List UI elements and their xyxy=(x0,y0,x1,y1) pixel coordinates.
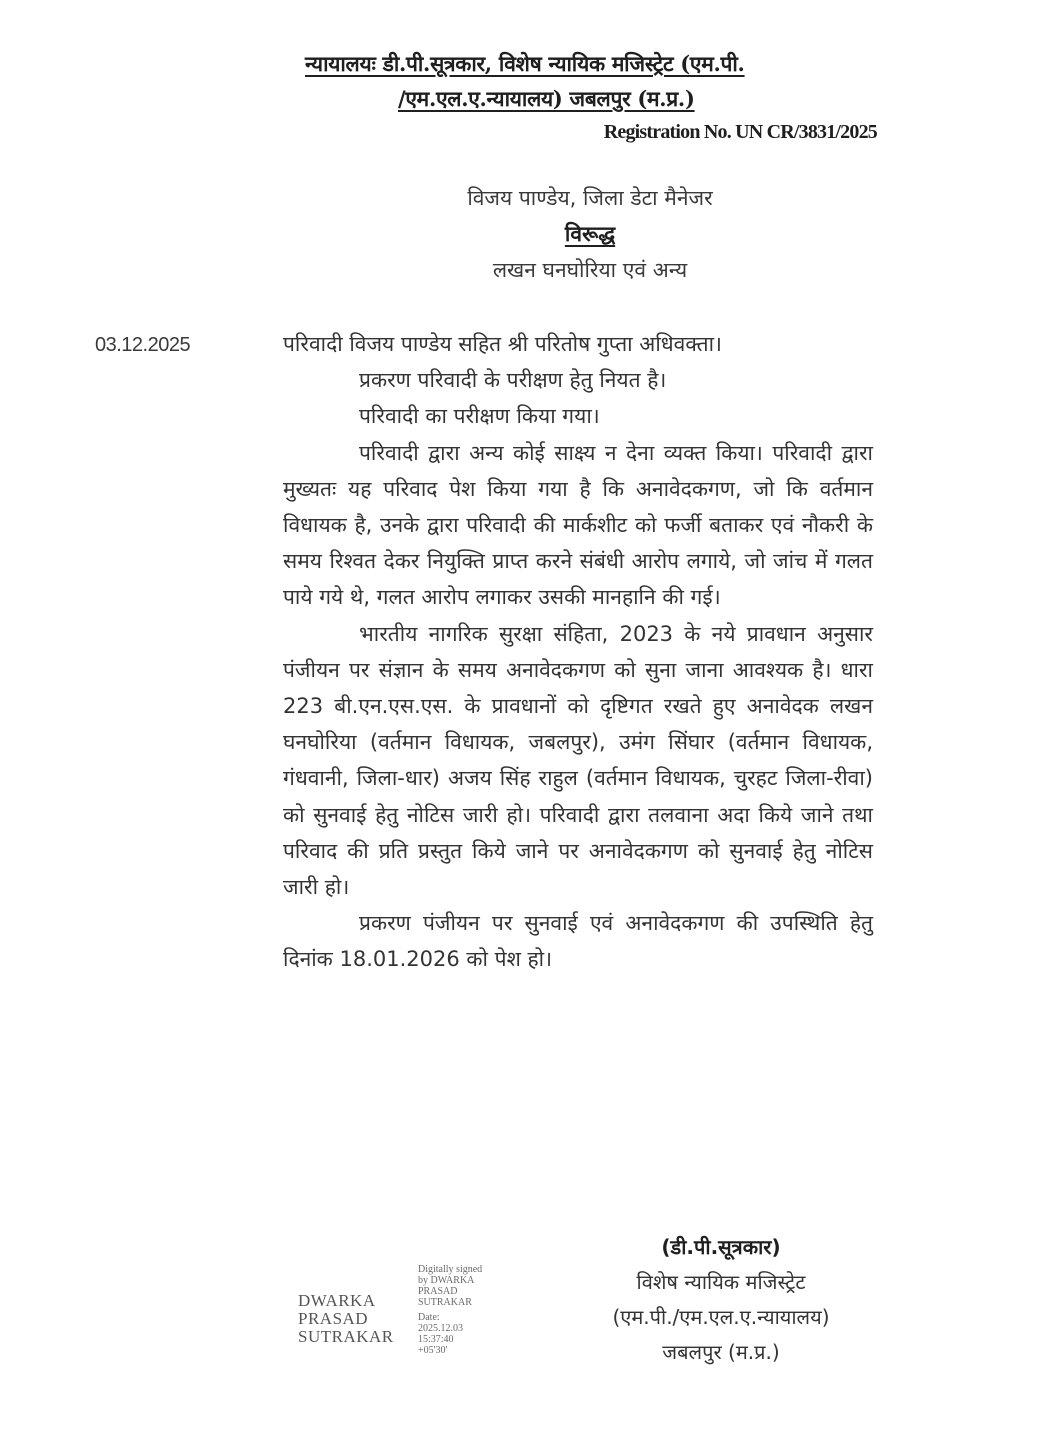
digital-signature-name-line: DWARKA xyxy=(298,1291,376,1310)
order-date: 03.12.2025 xyxy=(95,334,191,356)
judge-name: (डी.पी.सूत्रकार) xyxy=(661,1235,781,1259)
digital-signature-meta-line: SUTRAKAR xyxy=(418,1297,472,1308)
order-paragraph-next-date: प्रकरण पंजीयन पर सुनवाई एवं अनावेदकगण की उपस्थिति हेतु दिनांक 18.01.2026 को पेश हो। xyxy=(283,911,873,972)
judge-designation: विशेष न्यायिक मजिस्ट्रेट xyxy=(636,1270,806,1294)
digital-signature-meta xyxy=(418,1264,528,1356)
court-title-line-2: /एम.एल.ए.न्यायालय) जबलपुर (म.प्र.) xyxy=(398,86,695,111)
judge-signature-block xyxy=(566,1230,876,1370)
digital-signature-date-line: +05'30' xyxy=(418,1345,448,1356)
order-body xyxy=(283,326,873,978)
registration-number: Registration No. UN CR/3831/2025 xyxy=(603,121,877,143)
digital-signature-meta-line: by DWARKA xyxy=(418,1275,475,1286)
digital-signature-name-line: SUTRAKAR xyxy=(298,1327,394,1346)
order-paragraph-complaint: परिवादी द्वारा अन्य कोई साक्ष्य न देना व्यक्त किया। परिवादी द्वारा मुख्यतः यह परिवाद पेश किया गया है कि अनावेदकगण, जो कि वर्तमान विधायक है, उनके द्वारा परिवादी की मार्कशीट को फर्जी बताकर एवं नौकरी के समय रिश्वत देकर नियुक्ति प्राप्त करने संबंधी आरोप लगाये, जो जांच में गलत पाये गये थे, गलत आरोप लगाकर उसकी मानहानि की गई। xyxy=(283,440,873,610)
digital-signature-date-line: Date: xyxy=(418,1312,440,1323)
digital-signature-date-line: 2025.12.03 xyxy=(418,1323,463,1334)
respondents-name: लखन घनघोरिया एवं अन्य xyxy=(492,258,688,282)
digital-signature-date-line: 15:37:40 xyxy=(418,1334,454,1345)
order-paragraph-attendance: परिवादी विजय पाण्डेय सहित श्री परितोष गुप्ता अधिवक्ता। xyxy=(283,332,722,356)
digital-signature-meta-line: Digitally signed xyxy=(418,1264,483,1275)
complainant-name: विजय पाण्डेय, जिला डेटा मैनेजर xyxy=(467,186,713,210)
digital-signature-name-line: PRASAD xyxy=(298,1309,369,1328)
order-paragraph-fixed: प्रकरण परिवादी के परीक्षण हेतु नियत है। xyxy=(359,368,667,393)
versus-label: विरूद्ध xyxy=(564,222,616,246)
order-paragraph-examination: परिवादी का परीक्षण किया गया। xyxy=(359,404,600,429)
digital-signature-meta-line: PRASAD xyxy=(418,1286,458,1297)
digital-signature-name xyxy=(298,1292,394,1346)
court-title-line-1: न्यायालयः डी.पी.सूत्रकार, विशेष न्यायिक मजिस्ट्रेट (एम.पी. xyxy=(305,51,745,76)
judge-court: (एम.पी./एम.एल.ए.न्यायालय) xyxy=(612,1305,830,1329)
order-paragraph-notice: भारतीय नागरिक सुरक्षा संहिता, 2023 के नये प्रावधान अनुसार पंजीयन पर संज्ञान के समय अनावेदकगण को सुना जाना आवश्यक है। धारा 223 बी.एन.एस.एस. के प्रावधानों को दृष्टिगत रखते हुए अनावेदक लखन घनघोरिया (वर्तमान विधायक, जबलपुर), उमंग सिंघार (वर्तमान विधायक, गंधवानी, जिला-धार) अजय सिंह राहुल (वर्तमान विधायक, चुरहट जिला-रीवा) को सुनवाई हेतु नोटिस जारी हो। परिवादी द्वारा तलवाना अदा किये जाने तथा परिवाद की प्रति प्रस्तुत किये जाने पर अनावेदकगण को सुनवाई हेतु नोटिस जारी हो। xyxy=(283,621,873,900)
judge-location: जबलपुर (म.प्र.) xyxy=(662,1340,780,1364)
case-parties xyxy=(400,180,780,288)
